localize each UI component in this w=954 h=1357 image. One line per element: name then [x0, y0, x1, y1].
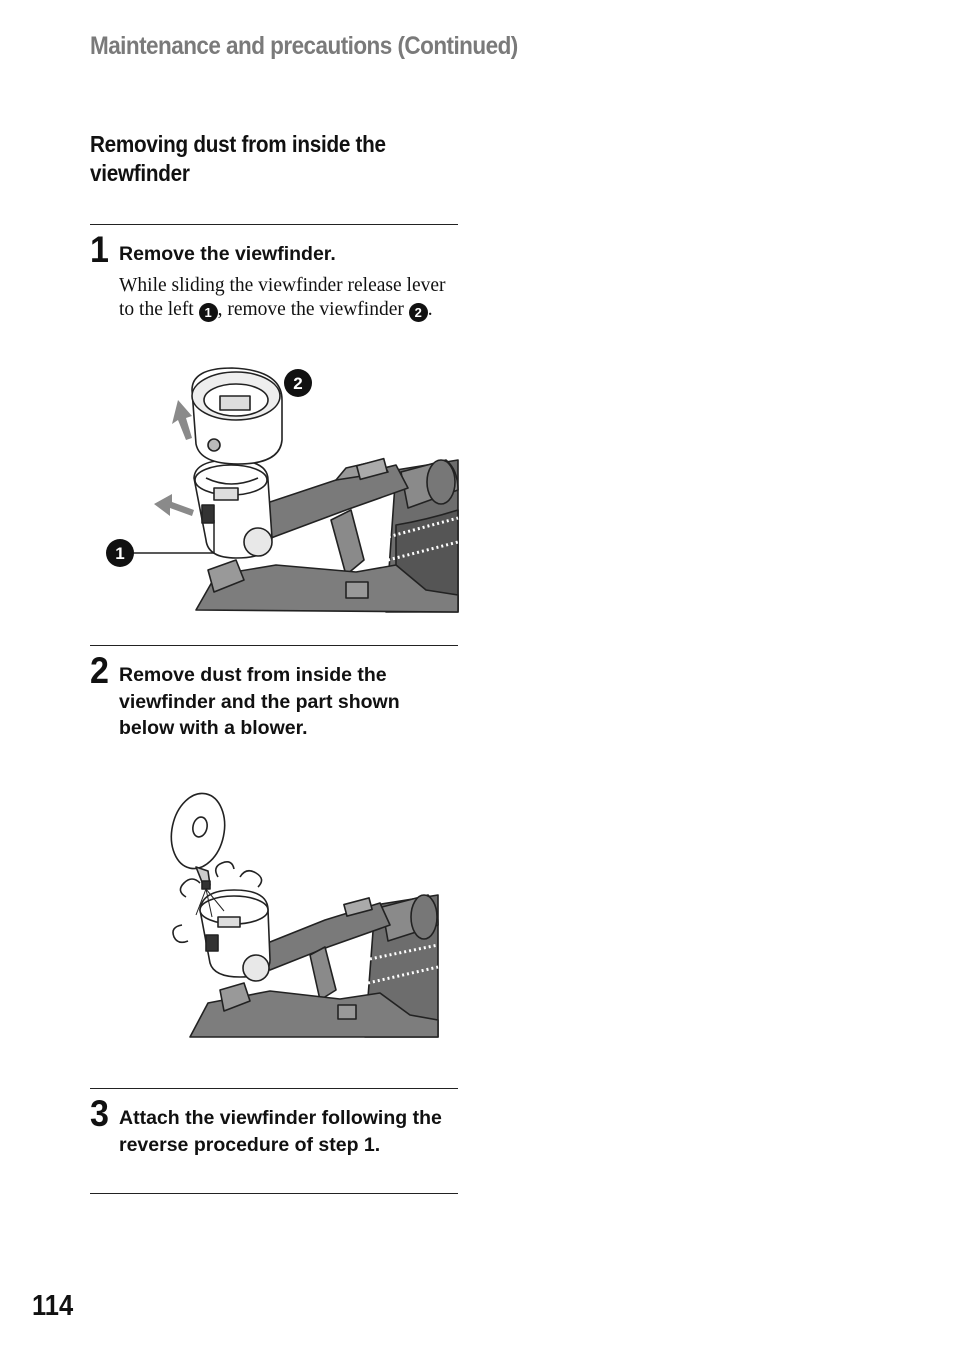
- step-1-body-text-b: , remove the viewfinder: [217, 299, 404, 320]
- step-2-number: 2: [90, 650, 109, 691]
- divider: [90, 1088, 458, 1089]
- circled-marker-1: 1: [199, 303, 218, 322]
- divider: [90, 1193, 458, 1194]
- step-1-title: Remove the viewfinder.: [119, 243, 336, 265]
- step-1-number: 1: [90, 229, 109, 270]
- figure-remove-viewfinder: [96, 360, 464, 620]
- circled-marker-2: 2: [409, 303, 428, 322]
- page-number: 114: [32, 1290, 74, 1322]
- step-1-body-text-c: .: [427, 299, 433, 320]
- step-1-body: [119, 274, 459, 322]
- running-header: Maintenance and precautions (Continued): [90, 32, 518, 60]
- callout-2-label: 2: [293, 374, 303, 393]
- section-title: Removing dust from inside the viewfinder: [90, 131, 386, 186]
- divider: [90, 224, 458, 225]
- step-3-title: Attach the viewfinder following the reverse procedure of step 1.: [119, 1107, 442, 1156]
- divider: [90, 645, 458, 646]
- step-2-title: Remove dust from inside the viewfinder and the part shown below with a blower.: [119, 664, 400, 739]
- step-3-number: 3: [90, 1093, 109, 1134]
- callout-1-label: 1: [115, 544, 125, 563]
- step-1-body-text-a: While sliding the viewfinder release lever to the left: [119, 275, 446, 320]
- figure-blower-cleaning: [160, 785, 445, 1040]
